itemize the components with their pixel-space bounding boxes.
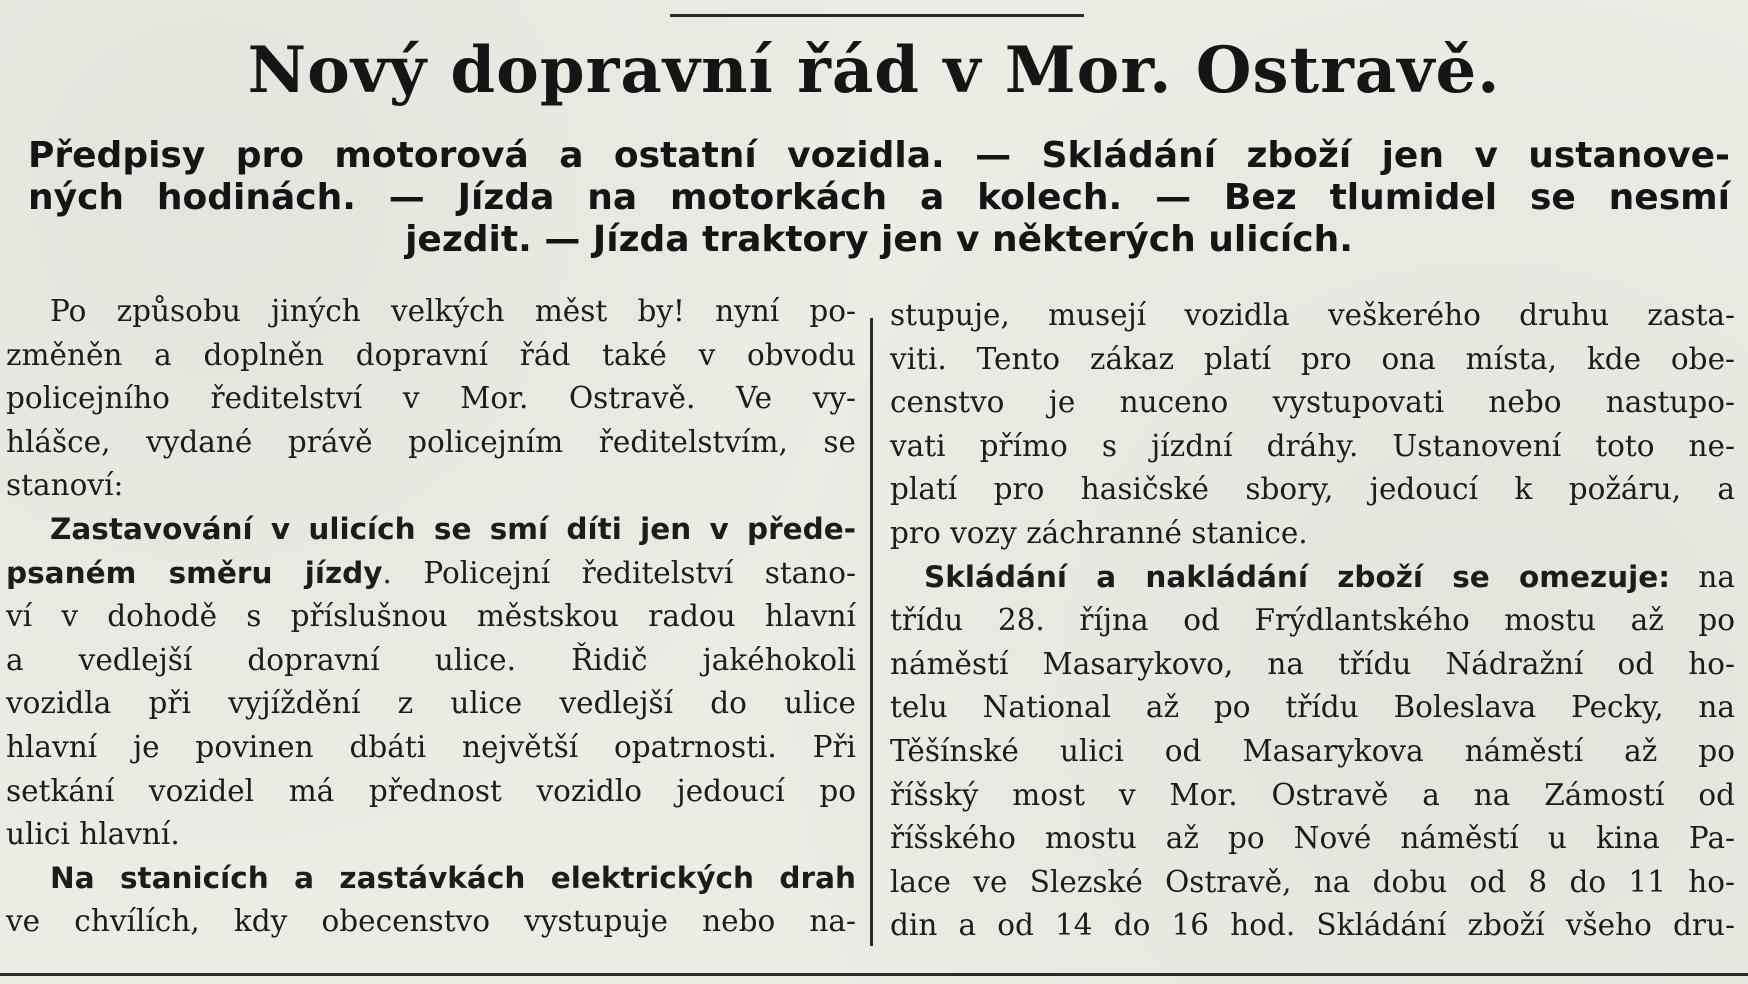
- text-line: censtvo je nuceno vystupovati nebo nastupo-: [890, 385, 1735, 420]
- text-line: vozidla při vyjíždění z ulice vedlejší do ulice: [6, 686, 856, 721]
- text-line: náměstí Masarykovo, na třídu Nádražní od ho-: [890, 646, 1735, 681]
- left-column: [6, 290, 856, 944]
- text-line: telu National až po třídu Boleslava Pecky, na: [890, 690, 1735, 725]
- text-line: říšský most v Mor. Ostravě a na Zámostí od: [890, 777, 1735, 812]
- text-line: ve chvílích, kdy obecenstvo vystupuje nebo na-: [6, 904, 856, 939]
- text: . Policejní ředitelství stano-: [382, 555, 856, 590]
- bold-text-line: Zastavování v ulicích se smí díti jen v přede-: [50, 511, 856, 546]
- text-line: pro vozy záchranné stanice.: [890, 515, 1308, 550]
- headline: Nový dopravní řád v Mor. Ostravě.: [247, 33, 1501, 108]
- text-line: ví v dohodě s příslušnou městskou radou hlavní: [6, 599, 856, 634]
- text-line: hlavní je povinen dbáti největší opatrnosti. Při: [6, 729, 856, 764]
- subheadline-line: jezdit. — Jízda traktory jen v některých ulicích.: [405, 219, 1353, 260]
- text-line: platí pro hasičské sbory, jedoucí k požáru, a: [890, 472, 1735, 507]
- subheadline-line: Předpisy pro motorová a ostatní vozidla. — Skládání zboží jen v ustanove-: [28, 135, 1730, 176]
- bold-text: psaném směru jízdy: [6, 555, 383, 590]
- text-line: a vedlejší dopravní ulice. Řidič jakéhokoli: [6, 642, 856, 677]
- text-line: din a od 14 do 16 hod. Skládání zboží všeho dru-: [890, 908, 1735, 943]
- bottom-rule: [0, 973, 1748, 976]
- column-divider: [870, 318, 873, 946]
- text-line: policejního ředitelství v Mor. Ostravě. Ve vy-: [6, 381, 856, 416]
- text-line: [890, 556, 1735, 600]
- text-line: stanoví:: [6, 468, 124, 503]
- bold-text: Skládání a nakládání zboží se omezuje:: [924, 559, 1671, 594]
- text-line: ulici hlavní.: [6, 817, 180, 852]
- top-rule: [670, 14, 1084, 17]
- subheadline-line: ných hodinách. — Jízda na motorkách a kolech. — Bez tlumidel se nesmí: [28, 177, 1730, 218]
- text-line: říšského mostu až po Nové náměstí u kina Pa-: [890, 821, 1735, 856]
- right-column: [890, 294, 1735, 948]
- text-line: Po způsobu jiných velkých měst by! nyní po-: [50, 294, 856, 328]
- bold-text-line: Na stanicích a zastávkách elektrických drah: [50, 860, 856, 895]
- text-line: lace ve Slezské Ostravě, na dobu od 8 do 11 ho-: [890, 864, 1735, 899]
- text-line: setkání vozidel má přednost vozidlo jedoucí po: [6, 773, 856, 808]
- text-line: Těšínské ulici od Masarykova náměstí až po: [890, 733, 1735, 768]
- text-line: hlášce, vydané právě policejním ředitelstvím, se: [6, 424, 856, 459]
- text-line: vati přímo s jízdní dráhy. Ustanovení toto ne-: [890, 428, 1735, 463]
- text-line: viti. Tento zákaz platí pro ona místa, kde obe-: [890, 341, 1735, 376]
- text-line: třídu 28. října od Frýdlantského mostu až po: [890, 603, 1735, 638]
- subheadline: [28, 135, 1730, 261]
- text: na: [1670, 559, 1736, 594]
- text-line: změněn a doplněn dopravní řád také v obvodu: [6, 337, 856, 372]
- text-line: stupuje, musejí vozidla veškerého druhu zasta-: [890, 298, 1735, 332]
- text-line: [6, 552, 856, 596]
